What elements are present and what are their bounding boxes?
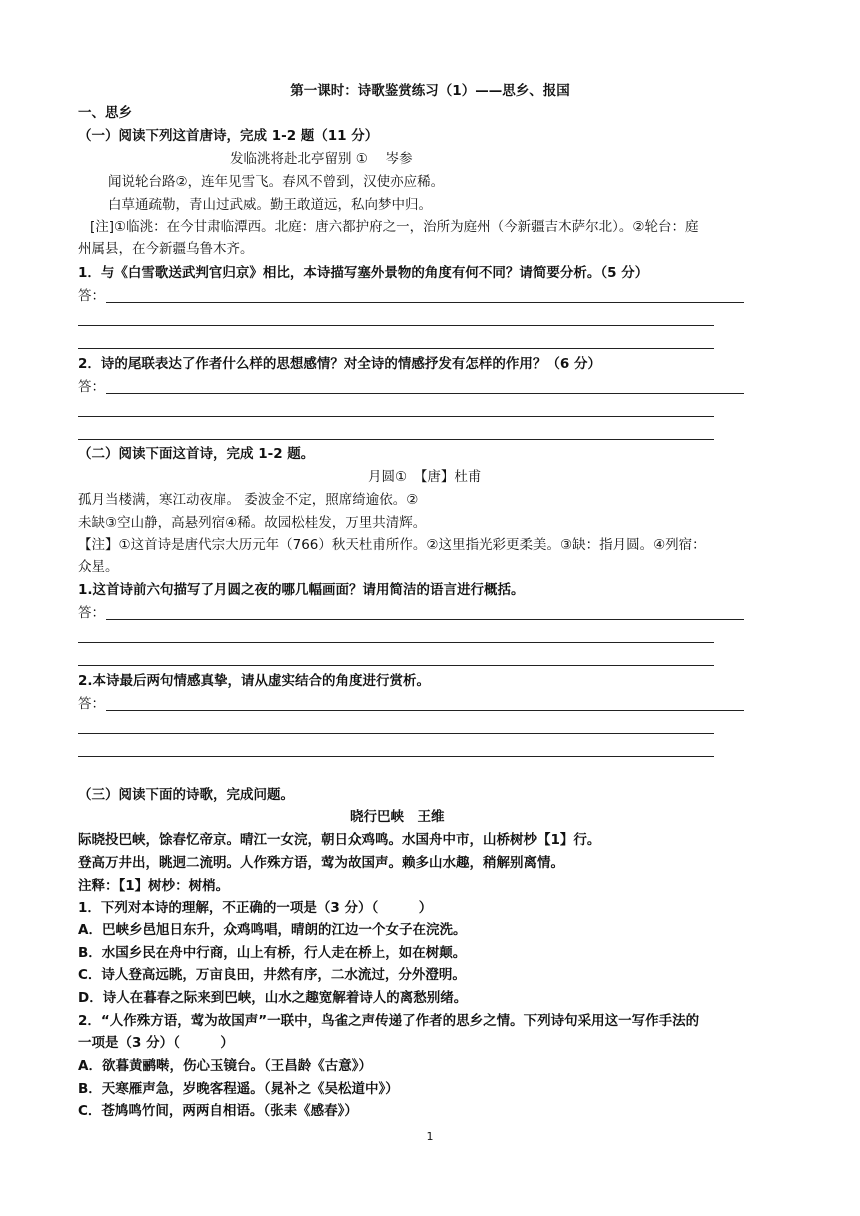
part3-question-2: 2．“人作殊方语，莺为故国声”一联中，鸟雀之声传递了作者的思乡之情。下列诗句采用这一写作手法的 bbox=[78, 1013, 700, 1029]
part1-poem-title: 发临洮将赴北亭留别 ① 岑参 bbox=[230, 151, 413, 167]
answer-line[interactable] bbox=[78, 665, 714, 666]
part2-note: 众星。 bbox=[78, 559, 119, 575]
answer-line[interactable] bbox=[106, 619, 744, 620]
part3-poem-line: 登高万井出，眺迥二流明。人作殊方语，莺为故国声。赖多山水趣，稍解别离情。 bbox=[78, 855, 564, 871]
answer-label: 答： bbox=[78, 288, 105, 304]
answer-line[interactable] bbox=[78, 642, 714, 643]
option-a[interactable]: A．巴峡乡邑旭日东升，众鸡鸣唱，晴朗的江边一个女子在浣洗。 bbox=[78, 922, 467, 938]
answer-line[interactable] bbox=[78, 348, 714, 349]
part3-question-2-cont: 一项是（3 分）（ ） bbox=[78, 1035, 234, 1051]
option-a[interactable]: A．欲暮黄鹂啭，伤心玉镜台。（王昌龄《古意》） bbox=[78, 1058, 372, 1074]
part2-poem-line: 未缺③空山静，高悬列宿④稀。故园松桂发，万里共清辉。 bbox=[78, 515, 427, 531]
answer-line[interactable] bbox=[78, 325, 714, 326]
option-b[interactable]: B．水国乡民在舟中行商，山上有桥，行人走在桥上，如在树颠。 bbox=[78, 945, 467, 961]
part3-note: 注释：【1】树杪：树梢。 bbox=[78, 878, 230, 894]
answer-label: 答： bbox=[78, 696, 105, 712]
part3-poem-line: 际晓投巴峡，馀春忆帝京。晴江一女浣，朝日众鸡鸣。水国舟中市，山桥树杪【1】行。 bbox=[78, 832, 601, 848]
part1-note: [注]①临洮：在今甘肃临潭西。北庭：唐六都护府之一，治所为庭州（今新疆吉木萨尔北）。②轮台：庭 bbox=[90, 219, 699, 235]
part1-note: 州属县，在今新疆乌鲁木齐。 bbox=[78, 241, 254, 257]
part2-poem-title: 月圆① 【唐】杜甫 bbox=[368, 469, 482, 485]
part3-poem-title: 晓行巴峡 王维 bbox=[350, 809, 445, 825]
option-b[interactable]: B．天寒雁声急，岁晚客程遥。（晁补之《吴松道中》） bbox=[78, 1081, 399, 1097]
answer-label: 答： bbox=[78, 605, 105, 621]
part1-question-2: 2．诗的尾联表达了作者什么样的思想感情？对全诗的情感抒发有怎样的作用？（6 分） bbox=[78, 356, 601, 372]
page-number: 1 bbox=[426, 1130, 434, 1143]
part2-note: 【注】①这首诗是唐代宗大历元年（766）秋天杜甫所作。②这里指光彩更柔美。③缺：指月圆。④列宿： bbox=[78, 537, 706, 553]
answer-line[interactable] bbox=[106, 393, 744, 394]
part2-poem-line: 孤月当楼满，寒江动夜扉。 委波金不定，照席绮逾依。② bbox=[78, 492, 419, 508]
part3-heading: （三）阅读下面的诗歌，完成问题。 bbox=[78, 787, 294, 803]
answer-line[interactable] bbox=[78, 733, 714, 734]
part1-poem-line: 闻说轮台路②，连年见雪飞。春风不曾到，汉使亦应稀。 bbox=[108, 174, 445, 190]
option-c[interactable]: C．诗人登高远眺，万亩良田，井然有序，二水流过，分外澄明。 bbox=[78, 967, 466, 983]
answer-line[interactable] bbox=[106, 302, 744, 303]
answer-line[interactable] bbox=[78, 439, 714, 440]
part2-question-1: 1.这首诗前六句描写了月圆之夜的哪几幅画面？请用简洁的语言进行概括。 bbox=[78, 582, 525, 598]
answer-line[interactable] bbox=[106, 710, 744, 711]
answer-line[interactable] bbox=[78, 756, 714, 757]
part1-poem-line: 白草通疏勒，青山过武威。勤王敢道远，私向梦中归。 bbox=[108, 197, 432, 213]
part3-question-1: 1．下列对本诗的理解，不正确的一项是（3 分）（ ） bbox=[78, 900, 433, 916]
part2-heading: （二）阅读下面这首诗，完成 1-2 题。 bbox=[78, 446, 315, 462]
answer-line[interactable] bbox=[78, 416, 714, 417]
option-c[interactable]: C．苍鸠鸣竹间，两两自相语。（张耒《感春》） bbox=[78, 1103, 358, 1119]
part1-heading: （一）阅读下列这首唐诗，完成 1-2 题（11 分） bbox=[78, 128, 379, 144]
part1-question-1: 1．与《白雪歌送武判官归京》相比，本诗描写塞外景物的角度有何不同？请简要分析。（5 分） bbox=[78, 265, 649, 281]
page-title: 第一课时：诗歌鉴赏练习（1）——思乡、报国 bbox=[290, 83, 570, 99]
option-d[interactable]: D．诗人在暮春之际来到巴峡，山水之趣宽解着诗人的离愁别绪。 bbox=[78, 990, 468, 1006]
section-heading: 一、思乡 bbox=[78, 105, 132, 121]
answer-label: 答： bbox=[78, 379, 105, 395]
part2-question-2: 2.本诗最后两句情感真挚，请从虚实结合的角度进行赏析。 bbox=[78, 673, 431, 689]
